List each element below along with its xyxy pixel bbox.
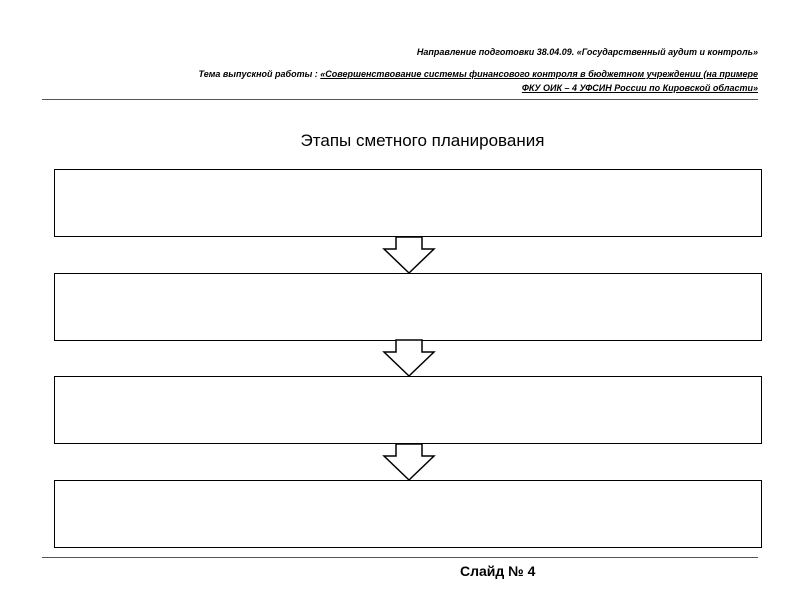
thesis-theme-title-line1: «Совершенствование системы финансового контроля в бюджетном учреждении (на примере [320,69,758,79]
study-direction: Направление подготовки 38.04.09. «Государственный аудит и контроль» [416,47,758,57]
down-arrow-icon [384,237,434,273]
down-arrow-icon [384,340,434,376]
down-arrow-icon [384,444,434,480]
thesis-theme-title-line2: ФКУ ОИК – 4 УФСИН России по Кировской области» [521,83,758,93]
footer-divider [42,557,758,558]
slide-title: Этапы сметного планирования [300,131,545,150]
slide-number: Слайд № 4 [460,563,536,579]
thesis-theme-prefix: Тема выпускной работы : [198,69,321,79]
